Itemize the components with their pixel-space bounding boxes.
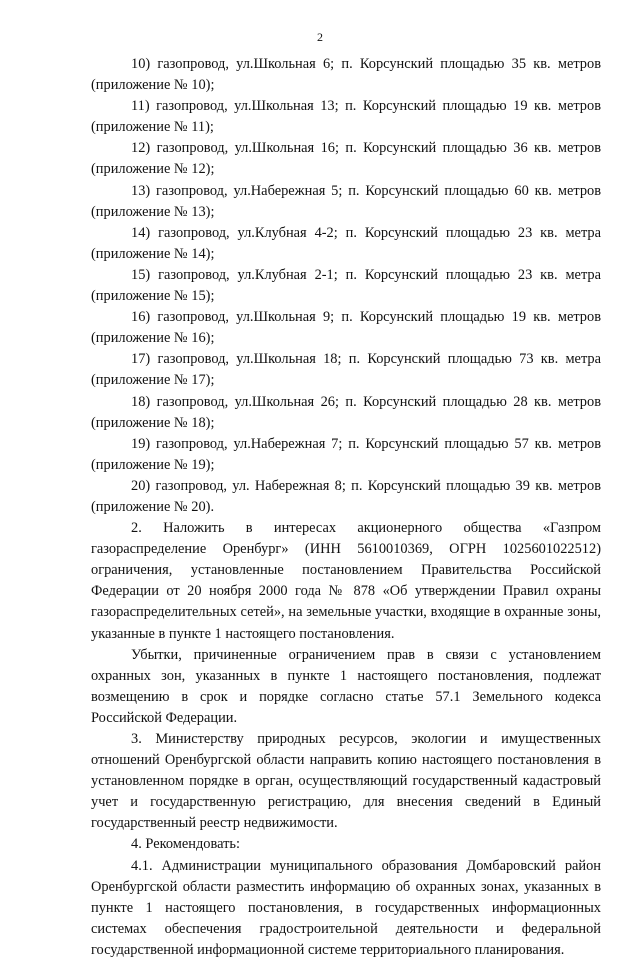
clause-3-paragraph: 3. Министерству природных ресурсов, экологии и имущественных отношений Оренбургской области направить копию настоящего постановления в установленном порядке в орган, осуществляющий государственный кадастровый учет и государственную регистрацию, для внесения сведений в Единый государственный реестр недвижимости. xyxy=(91,731,601,832)
list-item-15: 15) газопровод, ул.Клубная 2-1; п. Корсунский площадью 23 кв. метра (приложение № 15); xyxy=(91,266,601,305)
document-body xyxy=(91,54,601,961)
list-item-13: 13) газопровод, ул.Набережная 5; п. Корсунский площадью 60 кв. метров (приложение № 13); xyxy=(91,182,601,220)
list-item-10: 10) газопровод, ул.Школьная 6; п. Корсунский площадью 35 кв. метров (приложение № 10); xyxy=(91,56,601,94)
list-item-14: 14) газопровод, ул.Клубная 4-2; п. Корсунский площадью 23 кв. метра (приложение № 14); xyxy=(91,224,601,262)
list-item-19: 19) газопровод, ул.Набережная 7; п. Корсунский площадью 57 кв. метров (приложение № 19); xyxy=(91,435,601,473)
losses-paragraph: Убытки, причиненные ограничением прав в связи с установлением охранных зон, указанных в пункте 1 настоящего постановления, подлежат возмещению в срок и порядке согласно статье 57.1 Земельного кодекса Российской Федерации. xyxy=(91,646,601,726)
clause-2-paragraph: 2. Наложить в интересах акционерного общества «Газпром газораспределение Оренбург» (ИНН 5610010369, ОГРН 1025601022512) ограничения, установленные постановлением Правительства Российской Федерации от 20 ноября 2000 года № 878 «Об утверждении Правил охраны газораспределительных сетей», на земельные участки, входящие в охранные зоны, указанные в пункте 1 настоящего постановления. xyxy=(91,520,601,642)
list-item-18: 18) газопровод, ул.Школьная 26; п. Корсунский площадью 28 кв. метров (приложение № 18); xyxy=(91,393,601,431)
clause-4-heading: 4. Рекомендовать: xyxy=(131,836,240,853)
list-item-11: 11) газопровод, ул.Школьная 13; п. Корсунский площадью 19 кв. метров (приложение № 11); xyxy=(91,98,601,136)
list-item-17: 17) газопровод, ул.Школьная 18; п. Корсунский площадью 73 кв. метра (приложение № 17); xyxy=(91,351,601,389)
page-number: 2 xyxy=(317,30,323,44)
list-item-20: 20) газопровод, ул. Набережная 8; п. Корсунский площадью 39 кв. метров (приложение № 20). xyxy=(91,477,601,515)
list-item-16: 16) газопровод, ул.Школьная 9; п. Корсунский площадью 19 кв. метров (приложение № 16); xyxy=(91,309,601,347)
clause-4-1-paragraph: 4.1. Администрации муниципального образования Домбаровский район Оренбургской области разместить информацию об охранных зонах, указанных в пункте 1 настоящего постановления, в государственных информационных системах обеспечения градостроительной деятельности и федеральной государственной информационной системе территориального планирования. xyxy=(91,857,601,958)
list-item-12: 12) газопровод, ул.Школьная 16; п. Корсунский площадью 36 кв. метров (приложение № 12); xyxy=(91,140,601,178)
